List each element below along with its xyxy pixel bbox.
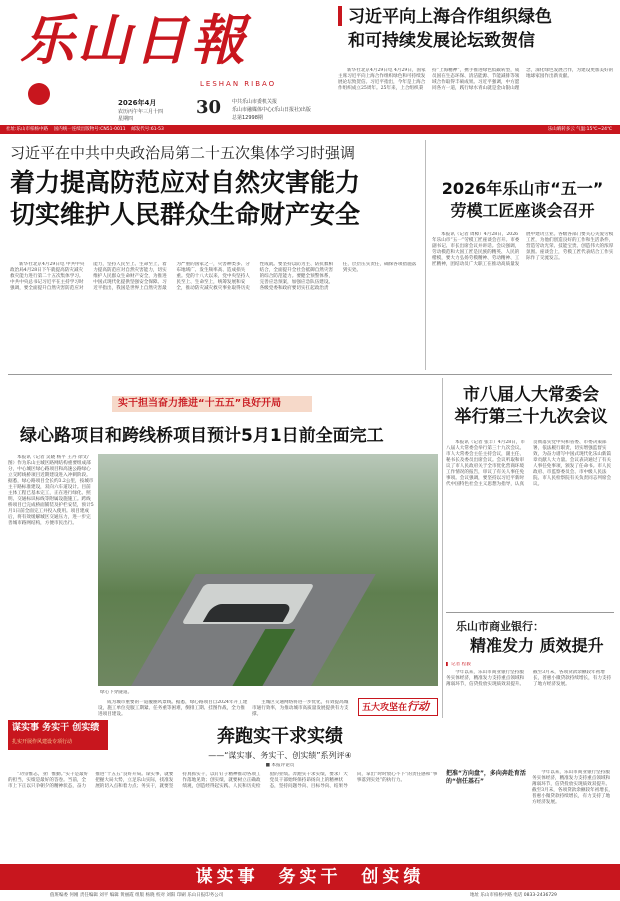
logo-emblem-icon — [28, 83, 50, 105]
top-story-title-2: 和可持续发展论坛致贺信 — [348, 31, 535, 51]
lead-title-2: 切实维护人民群众生命财产安全 — [10, 200, 361, 229]
green-road-body: 本报讯（记者 吴晓 杨平 王丹 徐文/图）作为乐山主城区路网结构重要组成部分，中心城区绿心路项目和高速公路绿心立交跨线桥项目近期建设进入冲刺阶段。据悉，绿心路项目全长约3.2公里，按城市主干路标准建设，双向六车道设计。目前主体工程已基本完工，正在进行绿化、照明、交通标识标线等附属设施施工。跨线桥项目已完成桥面铺装及护栏安装，预计5月1日前全面完工并投入使用。项目建成后，将有效缓解城区交通压力，进一步完善城市路网结构，方便市民出行。 — [8, 455, 94, 526]
wu-da-text: 五大攻坚在行动 — [362, 700, 430, 713]
column-header-text: 谋实事 务实干 创实绩 — [12, 723, 100, 733]
footer-credits: 值班编委 何刚 责任编辑 刘平 编辑 黄丽霞 组版 杨晓 校对 刘阳 印刷 乐山日报印务公司 — [50, 893, 224, 898]
green-road-col2: 成为城市重要的一道靓丽风景线。据悉，绿心路项目自2024年开工建设，施工单位克服工期紧、任务重等困难，倒排工期、挂图作战，全力推进项目建设。 — [98, 700, 248, 717]
column-subtitle: ——“谋实事、务实干、创实绩”系列评④ — [208, 751, 352, 760]
right-box-title-2: 劳模工匠座谈会召开 — [450, 201, 595, 220]
green-road-col3: 主城区交通网络将进一步优化，有效提高城市通行效率，为推动城市高质量发展提供有力支撑。 — [252, 700, 349, 717]
commerce-title-2: 精准发力 质效提升 — [470, 636, 604, 655]
masthead — [0, 0, 620, 125]
lunar-date: 农历丙午年三月十四 — [118, 109, 164, 115]
column-title: 奔跑实干求实绩 — [217, 726, 343, 747]
date-line: 2026年4月 — [118, 99, 157, 107]
column-byline: ■ 本报评论员 — [265, 763, 295, 768]
commerce-body-2: 今年以来，乐山市商业银行坚持服务实体经济，精准发力支持重点领域和薄弱环节，信贷投放实现质效双提升。截至3月末，各项贷款余额较年初增长，普惠小微贷款持续增长，有力支持了地方经济发展。 — [532, 770, 614, 805]
right-box-title-1: 2026年乐山市“五一” — [441, 179, 604, 198]
commerce-pull-quote: 把准“方向盘”，多向奔赴育活的“信任基石” — [446, 770, 526, 785]
campaign-banner-text: 实干担当奋力推进“十五五”良好开局 — [118, 398, 282, 409]
green-road-title: 绿心路项目和跨线桥项目预计5月1日前全面完工 — [20, 426, 384, 446]
standing-body: 本报讯（记者 张丰）4月28日，市八届人大常委会举行第三十九次会议。市人大常委会主任主持会议，副主任、秘书长及委员出席会议。会议听取和审议了市人民政府关于全市优化营商环境工作情况的报告，审议了有关人事任免事项。会议强调，要坚持以习近平新时代中国特色社会主义思想为指导，认真贯彻落实党中央和省委、市委决策部署，依法履行职责，切实增强监督实效，为奋力谱写中国式现代化乐山新篇章贡献人大力量。会议表决通过了有关人事任免事项，颁发了任命书。市人民政府、市监察委员会、市中级人民法院、市人民检察院有关负责同志列席会议。 — [446, 440, 612, 487]
green-road-caption: 绿心下穿隧道。 — [100, 690, 133, 695]
commerce-author: ▌ 记者 程毅 — [446, 662, 471, 667]
issue-number: 总第12998期 — [232, 115, 263, 121]
newspaper-logo: 乐山日報 — [20, 8, 248, 72]
standing-title-1: 市八届人大常委会 — [463, 385, 599, 405]
bottom-banner-text: 谋实事 务实干 创实绩 — [195, 867, 425, 887]
column-body: “功崇惟志，业广惟勤。”实干是最好的担当，实绩是最好的答卷。当前，全市上下正以只争朝夕的精神状态，奋力推进“十五五”良好开局。谋实事，就要把握大局大势，立足乐山实际，找准发展的切入点和着力点；务实干，就要坚持真抓实干，以钉钉子精神推动各项工作落地见效；创实绩，就要树立正确政绩观，创造经得起实践、人民和历史检验的业绩。奔跑实干求实绩，要求广大党员干部始终保持昂扬向上的精神状态，坚持问题导向、目标导向、结果导向，拿出“时时放心不下”的责任感和“事事落到实处”的执行力。 — [8, 772, 438, 789]
top-story-title-1: 习近平向上海合作组织绿色 — [348, 7, 552, 27]
standing-title-2: 举行第三十九次会议 — [454, 407, 608, 427]
day-number: 30 — [196, 97, 222, 118]
right-box-body: 本报讯（记者 周樟）4月28日，2026年乐山市“五一”劳模工匠座谈会召开。市委副书记、市长出席会议并讲话。会议强调，劳动模范和大国工匠是民族的精英、人民的楷模，要大力弘扬劳模精神、劳动精神、工匠精神，团结动员广大职工在推动高质量发展中建功立业。各级各部门要关心关爱劳模工匠，为他们创造良好的工作和生活条件，营造劳动光荣、技能宝贵、创造伟大的浓厚氛围。座谈会上，劳模工匠代表结合工作实际作了交流发言。 — [432, 232, 614, 267]
top-story-body: 新华社北京4月29日电 4月29日，国家主席习近平向上海合作组织绿色和可持续发展论坛致贺信。习近平指出，今年是上海合作组织成立25周年。25年来，上合组织秉持“上海精神”，携手推进绿色低碳转型，成员国在生态环保、清洁能源、节能减排等领域合作取得丰硕成果。习近平强调，中方愿同各方一道，践行绿水青山就是金山银山理念，深化绿色发展合作，为建设更加美好的地球家园作出新贡献。 — [338, 68, 614, 91]
weekday: 星期四 — [118, 116, 134, 122]
lead-body: 新华社北京4月29日电 中共中央政治局4月28日下午就提高防灾减灾救灾能力进行第二十五次集体学习。中共中央总书记习近平在主持学习时强调，要全面提升自然灾害防范应对能力，坚持人民至上、生命至上，着力提高防范应对自然灾害能力，切实维护人民群众生命财产安全，为推进中国式现代化提供坚强安全保障。习近平指出，我国是世界上自然灾害最为严重的国家之一，灾害种类多、分布地域广、发生频率高、造成损失重。党的十八大以来，党中央坚持人民至上、生命至上，统筹发展和安全，推动防灾减灾救灾事业取得历史性成就。要坚持以防为主、防抗救相结合，全面提升全社会抵御自然灾害的综合防范能力。要健全预警体系，完善应急预案，加强应急队伍建设。各级党委和政府要切实扛起政治责任，层层压实责任，确保各项措施落到实处。 — [10, 262, 417, 291]
publisher-line-2: 乐山市融媒体中心(乐山日报社)出版 — [232, 107, 311, 113]
green-road-photo — [98, 454, 438, 686]
tunnel-mouth — [203, 604, 293, 622]
commerce-title-1: 乐山市商业银行： — [456, 620, 544, 633]
publisher-line-1: 中共乐山市委机关报 — [232, 99, 278, 105]
lead-title-1: 着力提高防范应对自然灾害能力 — [10, 168, 361, 197]
commerce-body: 今年以来，乐山市商业银行坚持服务实体经济，精准发力支持重点领域和薄弱环节，信贷投放实现质效双提升。截至3月末，各项贷款余额较年初增长，普惠小微贷款持续增长，有力支持了地方经济发展。 — [446, 670, 612, 687]
footer-contact: 地址 乐山市柏杨中路 电话 0833-2436729 — [470, 893, 557, 898]
logo-pinyin: LESHAN RIBAO — [200, 80, 277, 88]
info-bar: 社址:乐山市柏杨中路 国内统一连续出版物号:CN51-0011 邮发代号:61-53 乐山晴转多云 气温:15℃~24℃ — [0, 125, 620, 134]
lead-kicker: 习近平在中共中央政治局第二十五次集体学习时强调 — [10, 144, 356, 162]
column-subheader: 扎实开展作风建设专项行动 — [12, 739, 73, 745]
